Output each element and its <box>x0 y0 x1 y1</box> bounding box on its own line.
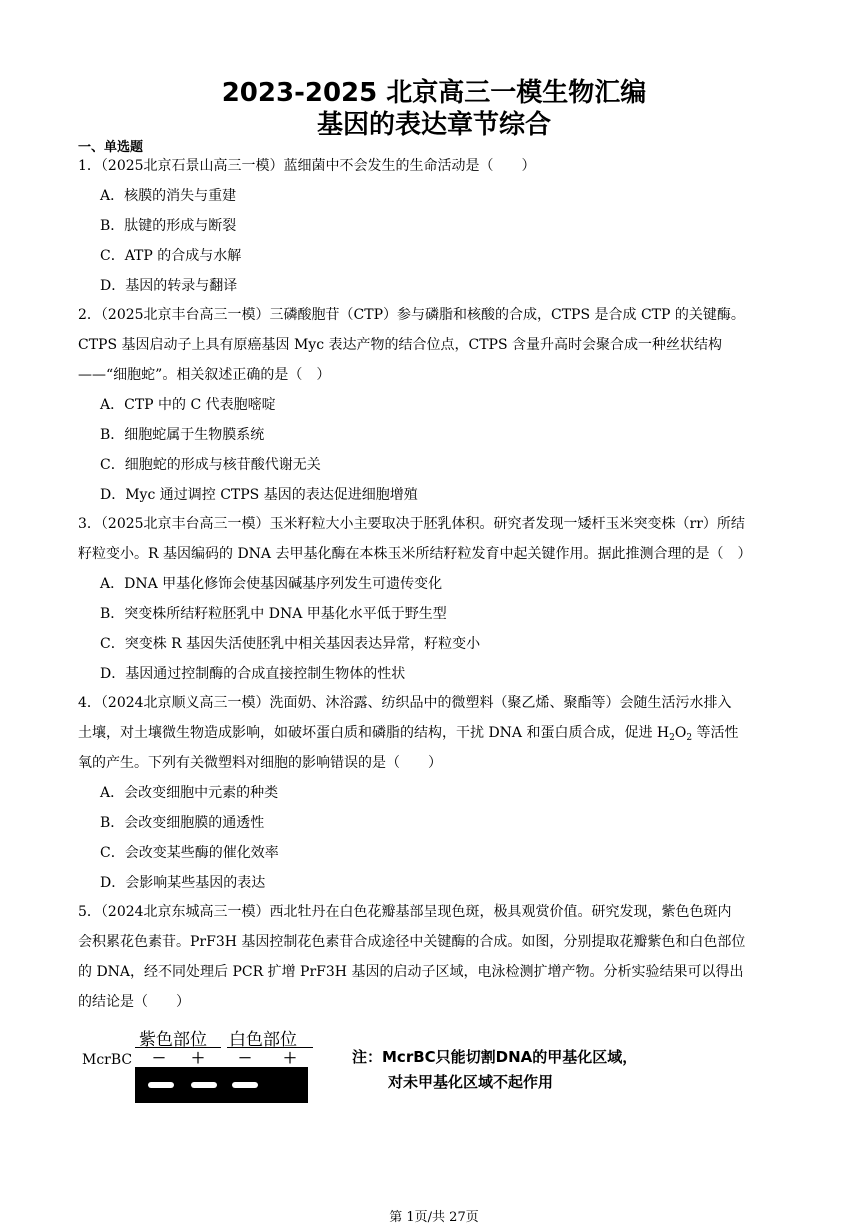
question-2-option-a: A．CTP 中的 C 代表胞嘧啶 <box>100 397 276 413</box>
question-1-option-d: D．基因的转录与翻译 <box>100 278 238 294</box>
question-1-stem: 1．（2025北京石景山高三一模）蓝细菌中不会发生的生命活动是（ ） <box>78 158 536 174</box>
question-4-stem-line-3: 氧的产生。下列有关微塑料对细胞的影响错误的是（ ） <box>78 755 442 771</box>
gel-band <box>191 1082 217 1088</box>
figure-note-line-2: 对未甲基化区域不起作用 <box>388 1073 554 1091</box>
question-2-stem-line-3: ——“细胞蛇”。相关叙述正确的是（ ） <box>78 367 331 383</box>
figure-header-underline <box>135 1047 221 1048</box>
question-3-option-a: A．DNA 甲基化修饰会使基因碱基序列发生可遗传变化 <box>100 576 443 592</box>
figure-lane-sign: ＋ <box>283 1051 297 1067</box>
question-1-option-c: C．ATP 的合成与水解 <box>100 248 242 264</box>
figure-header-purple: 紫色部位 <box>139 1030 207 1050</box>
page-subtitle: 基因的表达章节综合 <box>316 110 551 140</box>
question-2-option-c: C．细胞蛇的形成与核苷酸代谢无关 <box>100 457 321 473</box>
figure-lane-sign: ＋ <box>191 1051 205 1067</box>
question-5-stem-line-3: 的 DNA，经不同处理后 PCR 扩增 PrF3H 基因的启动子区域，电泳检测扩增产物。分析实验结果可以得出 <box>78 964 744 980</box>
question-3-option-b: B．突变株所结籽粒胚乳中 DNA 甲基化水平低于野生型 <box>100 606 447 622</box>
question-2-stem-line-1: 2．（2025北京丰台高三一模）三磷酸胞苷（CTP）参与磷脂和核酸的合成，CTPS 是合成 CTP 的关键酶。 <box>78 307 745 323</box>
figure-lane-sign: － <box>238 1051 252 1067</box>
gel-image <box>135 1067 308 1103</box>
question-4-stem-line-1: 4．（2024北京顺义高三一模）洗面奶、沐浴露、纺织品中的微塑料（聚乙烯、聚酯等）会随生活污水排入 <box>78 695 732 711</box>
question-5-stem-line-2: 会积累花色素苷。PrF3H 基因控制花色素苷合成途径中关键酶的合成。如图，分别提取花瓣紫色和白色部位 <box>78 934 746 950</box>
question-4-stem-line-2: 土壤，对土壤微生物造成影响，如破坏蛋白质和磷脂的结构，干扰 DNA 和蛋白质合成，促进 $H_2O_2$ 等活性 <box>78 725 739 743</box>
question-3-stem-line-1: 3．（2025北京丰台高三一模）玉米籽粒大小主要取决于胚乳体积。研究者发现一矮杆玉米突变株（rr）所结 <box>78 516 745 532</box>
question-1-option-a: A．核膜的消失与重建 <box>100 188 237 204</box>
question-2-option-d: D．Myc 通过调控 CTPS 基因的表达促进细胞增殖 <box>100 487 418 503</box>
question-3-stem-line-2: 籽粒变小。R 基因编码的 DNA 去甲基化酶在本株玉米所结籽粒发育中起关键作用。据此推测合理的是（ ） <box>78 546 752 562</box>
question-5-stem-line-4: 的结论是（ ） <box>78 994 190 1010</box>
section-heading: 一、单选题 <box>78 140 144 155</box>
question-4-option-c: C．会改变某些酶的催化效率 <box>100 845 279 861</box>
question-5-stem-line-1: 5．（2024北京东城高三一模）西北牡丹在白色花瓣基部呈现色斑，极具观赏价值。研究发现，紫色色斑内 <box>78 904 732 920</box>
gel-band <box>232 1082 258 1088</box>
question-3-option-c: C．突变株 R 基因失活使胚乳中相关基因表达异常，籽粒变小 <box>100 636 481 652</box>
figure-header-white: 白色部位 <box>229 1030 297 1050</box>
question-4-option-d: D．会影响某些基因的表达 <box>100 875 266 891</box>
question-2-option-b: B．细胞蛇属于生物膜系统 <box>100 427 265 443</box>
figure-note-line-1: 注：McrBC只能切割DNA的甲基化区域， <box>352 1048 638 1066</box>
figure-lane-sign: － <box>152 1051 166 1067</box>
question-1-option-b: B．肽键的形成与断裂 <box>100 218 237 234</box>
question-4-option-a: A．会改变细胞中元素的种类 <box>100 785 279 801</box>
page-footer: 第 1页/共 27页 <box>389 1210 479 1225</box>
figure-row-label: McrBC <box>82 1052 133 1068</box>
question-4-option-b: B．会改变细胞膜的通透性 <box>100 815 265 831</box>
page-title: 2023-2025 北京高三一模生物汇编 <box>221 78 647 108</box>
gel-band <box>148 1082 174 1088</box>
question-2-stem-line-2: CTPS 基因启动子上具有原癌基因 Myc 表达产物的结合位点，CTPS 含量升高时会聚合成一种丝状结构 <box>78 337 723 353</box>
question-3-option-d: D．基因通过控制酶的合成直接控制生物体的性状 <box>100 666 406 682</box>
